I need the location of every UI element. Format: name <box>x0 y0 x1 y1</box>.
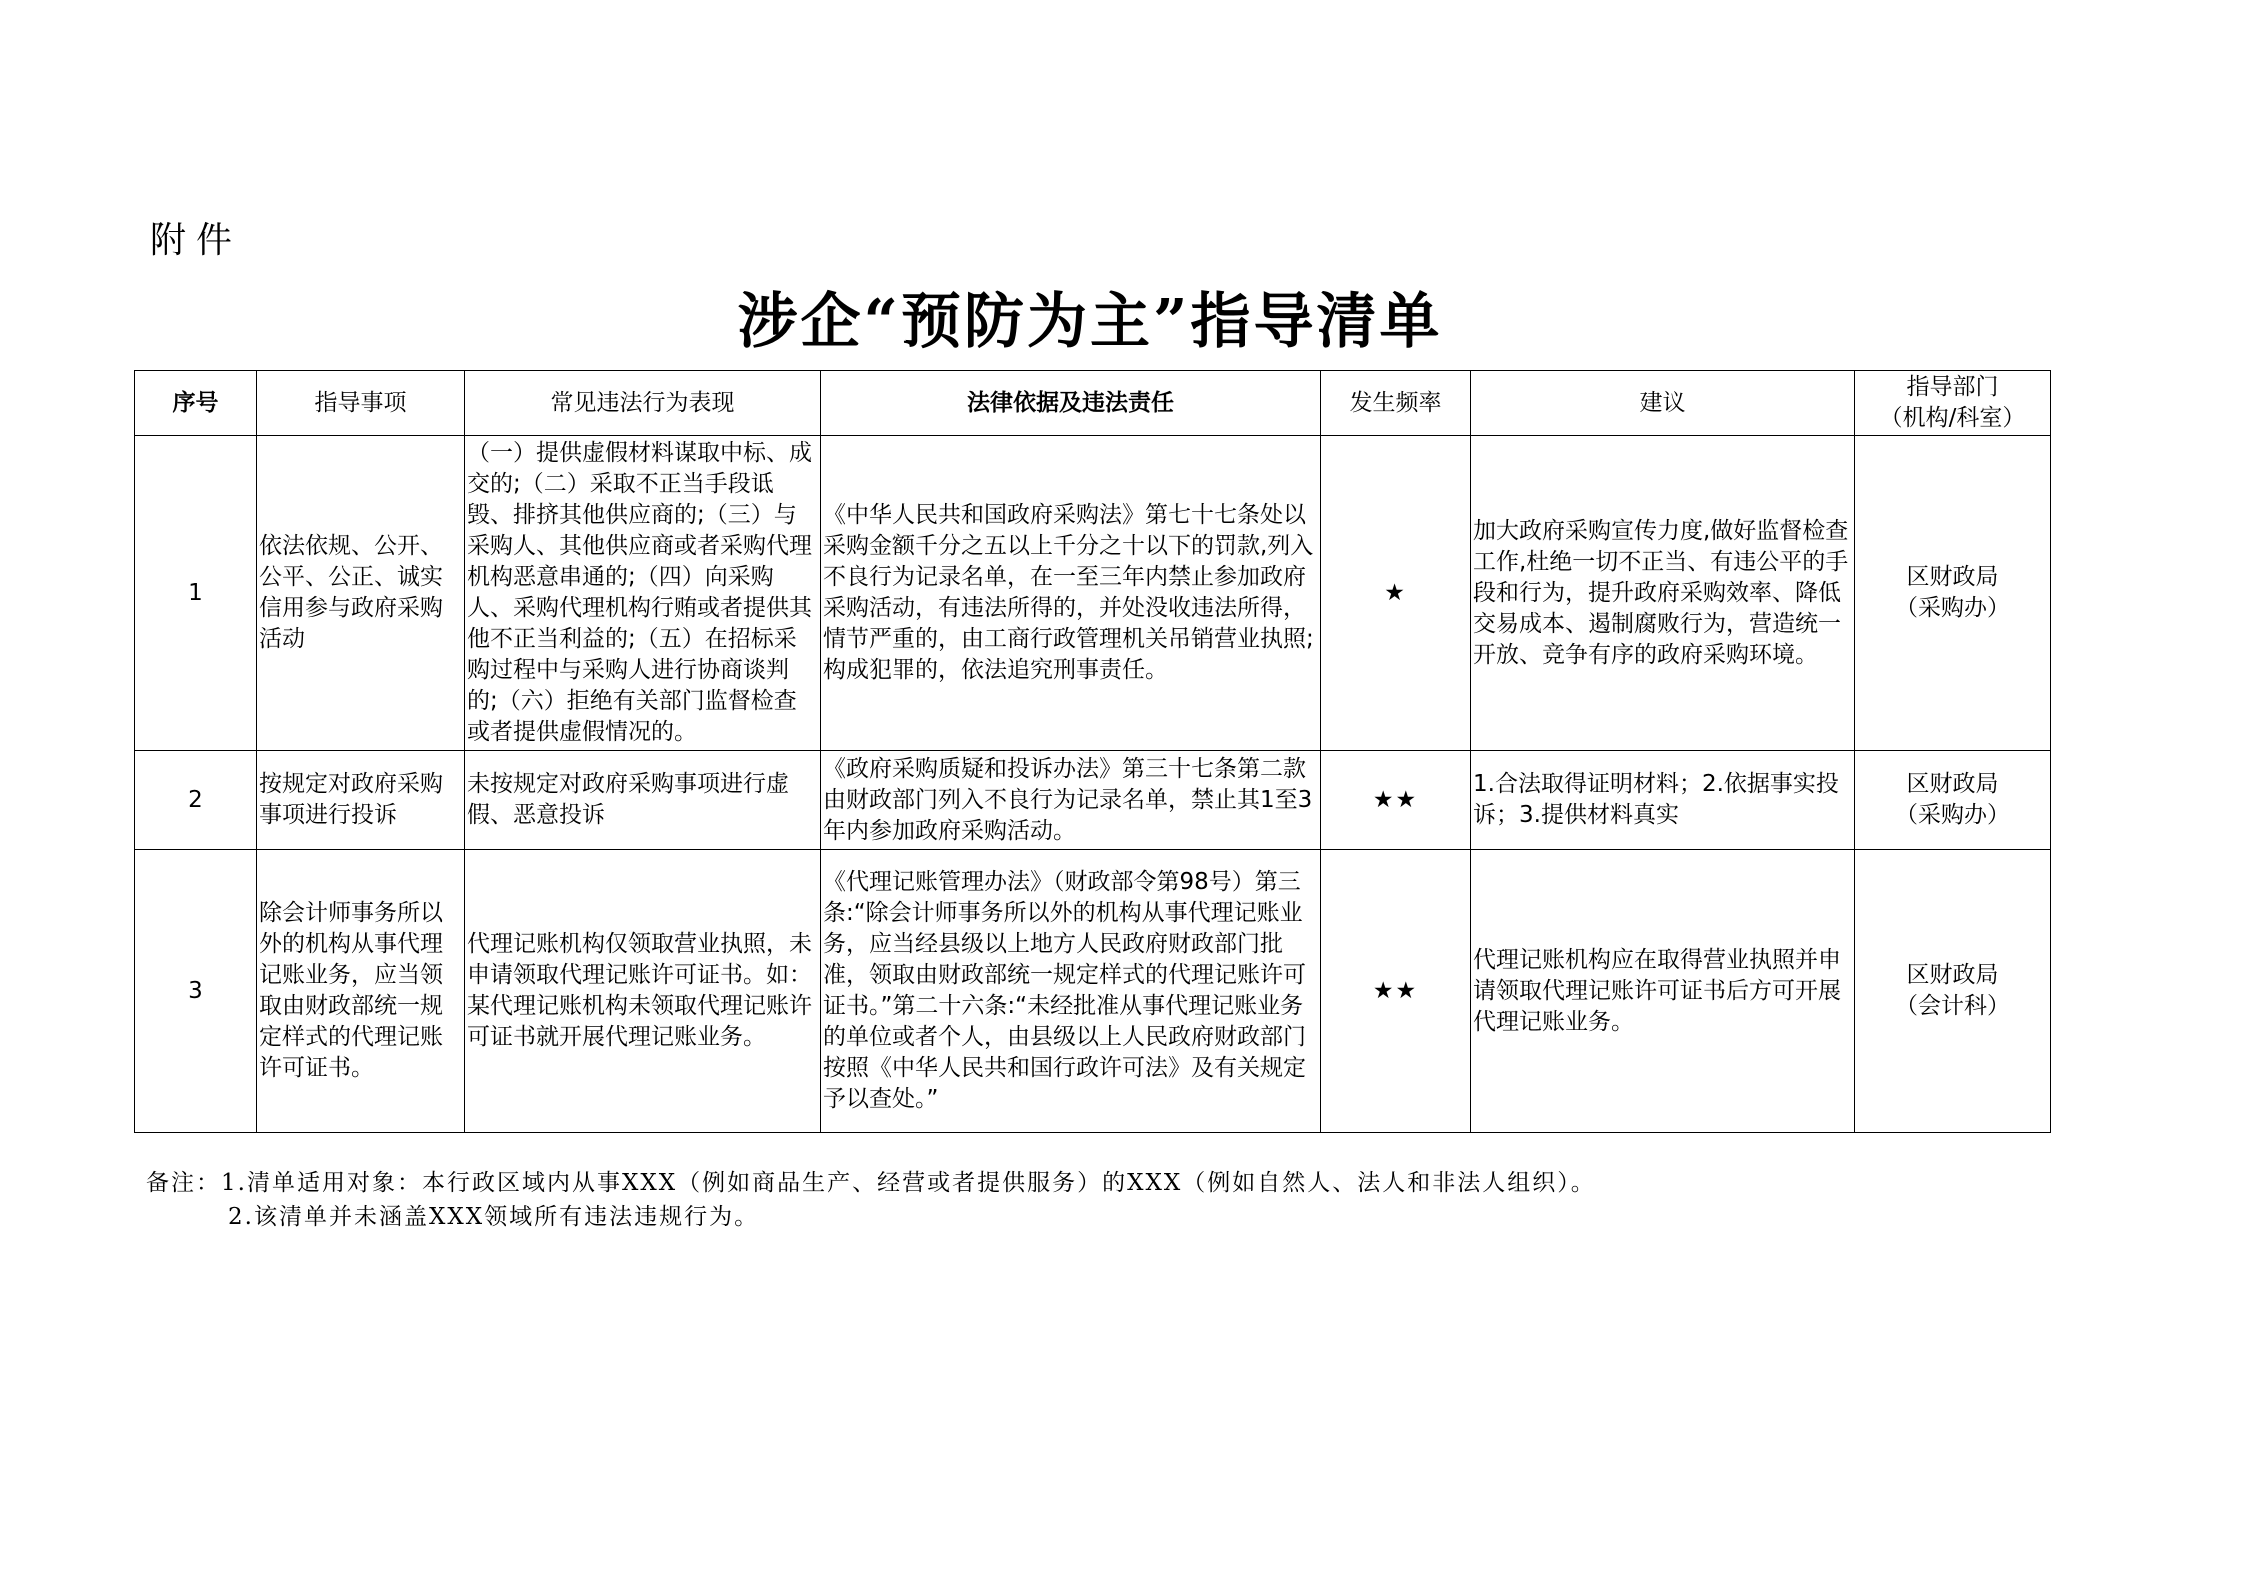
cell-item: 依法依规、公开、公平、公正、诚实信用参与政府采购活动 <box>257 436 465 751</box>
table-header-row <box>135 371 2051 436</box>
header-department <box>1855 371 2051 436</box>
cell-advice: 加大政府采购宣传力度,做好监督检查工作,杜绝一切不正当、有违公平的手段和行为，提升政府采购效率、降低交易成本、遏制腐败行为，营造统一开放、竞争有序的政府采购环境。 <box>1471 436 1855 751</box>
header-seq: 序号 <box>135 371 257 436</box>
cell-department <box>1855 850 2051 1133</box>
department-office: （采购办） <box>1895 802 2010 828</box>
cell-frequency: ★★ <box>1321 850 1471 1133</box>
header-legal: 法律依据及违法责任 <box>821 371 1321 436</box>
cell-legal: 《中华人民共和国政府采购法》第七十七条处以采购金额千分之五以上千分之十以下的罚款,列入不良行为记录名单，在一至三年内禁止参加政府采购活动，有违法所得的，并处没收违法所得，情节严重的，由工商行政管理机关吊销营业执照;构成犯罪的，依法追究刑事责任。 <box>821 436 1321 751</box>
department-name: 区财政局 <box>1906 962 1999 988</box>
department-office: （采购办） <box>1895 595 2010 621</box>
header-item: 指导事项 <box>257 371 465 436</box>
cell-legal: 《政府采购质疑和投诉办法》第三十七条第二款由财政部门列入不良行为记录名单，禁止其1至3年内参加政府采购活动。 <box>821 751 1321 850</box>
cell-item: 除会计师事务所以外的机构从事代理记账业务，应当领取由财政部统一规定样式的代理记账许可证书。 <box>257 850 465 1133</box>
cell-violation: 代理记账机构仅领取营业执照，未申请领取代理记账许可证书。如：某代理记账机构未领取代理记账许可证书就开展代理记账业务。 <box>465 850 821 1133</box>
cell-frequency: ★★ <box>1321 751 1471 850</box>
cell-advice: 1.合法取得证明材料；2.依据事实投诉；3.提供材料真实 <box>1471 751 1855 850</box>
header-frequency: 发生频率 <box>1321 371 1471 436</box>
guidance-table <box>134 370 2051 1133</box>
cell-frequency: ★ <box>1321 436 1471 751</box>
note-line-1: 备注：1.清单适用对象：本行政区域内从事XXX（例如商品生产、经营或者提供服务）的XXX（例如自然人、法人和非法人组织）。 <box>146 1170 1596 1196</box>
note-line-2: 2.该清单并未涵盖XXX领域所有违法违规行为。 <box>228 1204 760 1230</box>
cell-seq: 2 <box>135 751 257 850</box>
cell-department <box>1855 436 2051 751</box>
cell-violation: 未按规定对政府采购事项进行虚假、恶意投诉 <box>465 751 821 850</box>
cell-seq: 1 <box>135 436 257 751</box>
document-title: 涉企“预防为主”指导清单 <box>737 287 1443 357</box>
cell-legal: 《代理记账管理办法》（财政部令第98号）第三条:“除会计师事务所以外的机构从事代理记账业务，应当经县级以上地方人民政府财政部门批准，领取由财政部统一规定样式的代理记账许可证书。”第二十六条:“未经批准从事代理记账业务的单位或者个人，由县级以上人民政府财政部门按照《中华人民共和国行政许可法》及有关规定予以查处。” <box>821 850 1321 1133</box>
cell-violation: （一）提供虚假材料谋取中标、成交的;（二）采取不正当手段诋毁、排挤其他供应商的;（三）与采购人、其他供应商或者采购代理机构恶意串通的;（四）向采购人、采购代理机构行贿或者提供其他不正当利益的;（五）在招标采购过程中与采购人进行协商谈判的;（六）拒绝有关部门监督检查或者提供虚假情况的。 <box>465 436 821 751</box>
cell-department <box>1855 751 2051 850</box>
table-row <box>135 436 2051 751</box>
department-name: 区财政局 <box>1906 564 1999 590</box>
header-advice: 建议 <box>1471 371 1855 436</box>
cell-advice: 代理记账机构应在取得营业执照并申请领取代理记账许可证书后方可开展代理记账业务。 <box>1471 850 1855 1133</box>
header-department-line2: （机构/科室） <box>1879 405 2026 431</box>
department-office: （会计科） <box>1895 993 2010 1019</box>
header-department-line1: 指导部门 <box>1906 374 1999 400</box>
department-name: 区财政局 <box>1906 771 1999 797</box>
header-violation: 常见违法行为表现 <box>465 371 821 436</box>
cell-seq: 3 <box>135 850 257 1133</box>
attachment-label: 附件 <box>150 220 243 261</box>
table-row <box>135 751 2051 850</box>
table-row <box>135 850 2051 1133</box>
cell-item: 按规定对政府采购事项进行投诉 <box>257 751 465 850</box>
notes <box>146 1166 1596 1234</box>
